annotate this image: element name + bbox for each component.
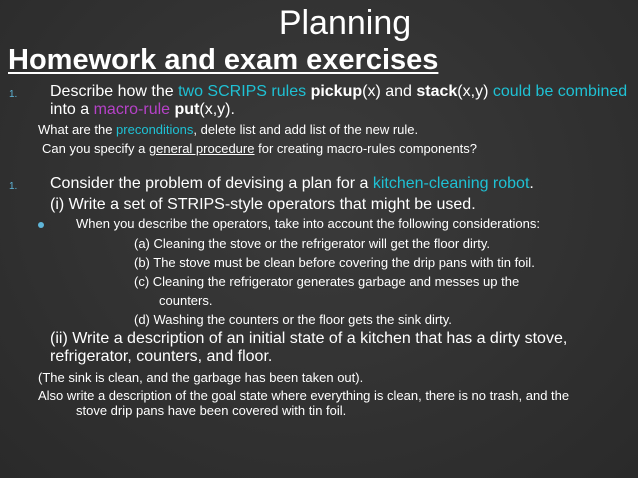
text: Consider the problem of devising a plan for a <box>50 175 373 192</box>
consideration-b: (b) The stove must be clean before covering the drip pans with tin foil. <box>134 255 535 270</box>
put-text: put <box>174 101 200 118</box>
text: What are the <box>38 122 117 137</box>
slide-subtitle: Homework and exam exercises <box>8 44 439 76</box>
item2-part2-line1: (ii) Write a description of an initial state of a kitchen that has a dirty stove, <box>50 330 568 347</box>
text: (x,y). <box>199 101 235 118</box>
slide-title: Planning <box>278 4 412 42</box>
item1-line2 <box>50 101 235 119</box>
item2-part2-line2: refrigerator, counters, and floor. <box>50 348 273 365</box>
text: . <box>529 175 534 192</box>
item2-note: (The sink is clean, and the garbage has been taken out). <box>38 370 364 385</box>
item1-number: 1. <box>9 89 18 100</box>
text: (x,y) <box>457 83 493 100</box>
item2-also-line1: Also write a description of the goal state where everything is clean, there is no trash, and the <box>38 388 570 403</box>
pickup-text: pickup <box>310 83 363 100</box>
highlight-text: two SCRIPS rules <box>178 83 307 100</box>
consideration-a: (a) Cleaning the stove or the refrigerator will get the floor dirty. <box>134 236 490 251</box>
text: Describe how the <box>50 83 179 100</box>
item1-question2 <box>42 141 477 156</box>
item2-line1 <box>50 175 534 193</box>
bullet-dot-icon <box>38 222 44 228</box>
item2-bullet: When you describe the operators, take into account the following considerations: <box>76 216 540 231</box>
highlight-text: could be combined <box>492 83 628 100</box>
kitchen-robot-text: kitchen-cleaning robot <box>372 175 530 192</box>
item2-number: 1. <box>9 181 18 192</box>
stack-text: stack <box>416 83 458 100</box>
item1-line1 <box>50 83 627 101</box>
consideration-c-cont: counters. <box>159 293 213 308</box>
text: for creating macro-rules components? <box>254 141 478 156</box>
consideration-d: (d) Washing the counters or the floor gets the sink dirty. <box>134 312 452 327</box>
preconditions-text: preconditions <box>116 122 194 137</box>
macro-rule-text: macro-rule <box>93 101 171 118</box>
text: into a <box>50 101 94 118</box>
text: Can you specify a <box>42 141 149 156</box>
item2-also-line2: stove drip pans have been covered with tin foil. <box>76 403 347 418</box>
text: (x) and <box>362 83 417 100</box>
item2-line2: (i) Write a set of STRIPS-style operators that might be used. <box>50 196 476 213</box>
general-procedure-text: general procedure <box>148 141 255 156</box>
text: , delete list and add list of the new rule. <box>193 122 419 137</box>
consideration-c: (c) Cleaning the refrigerator generates garbage and messes up the <box>134 274 520 289</box>
item1-question1 <box>38 122 418 137</box>
